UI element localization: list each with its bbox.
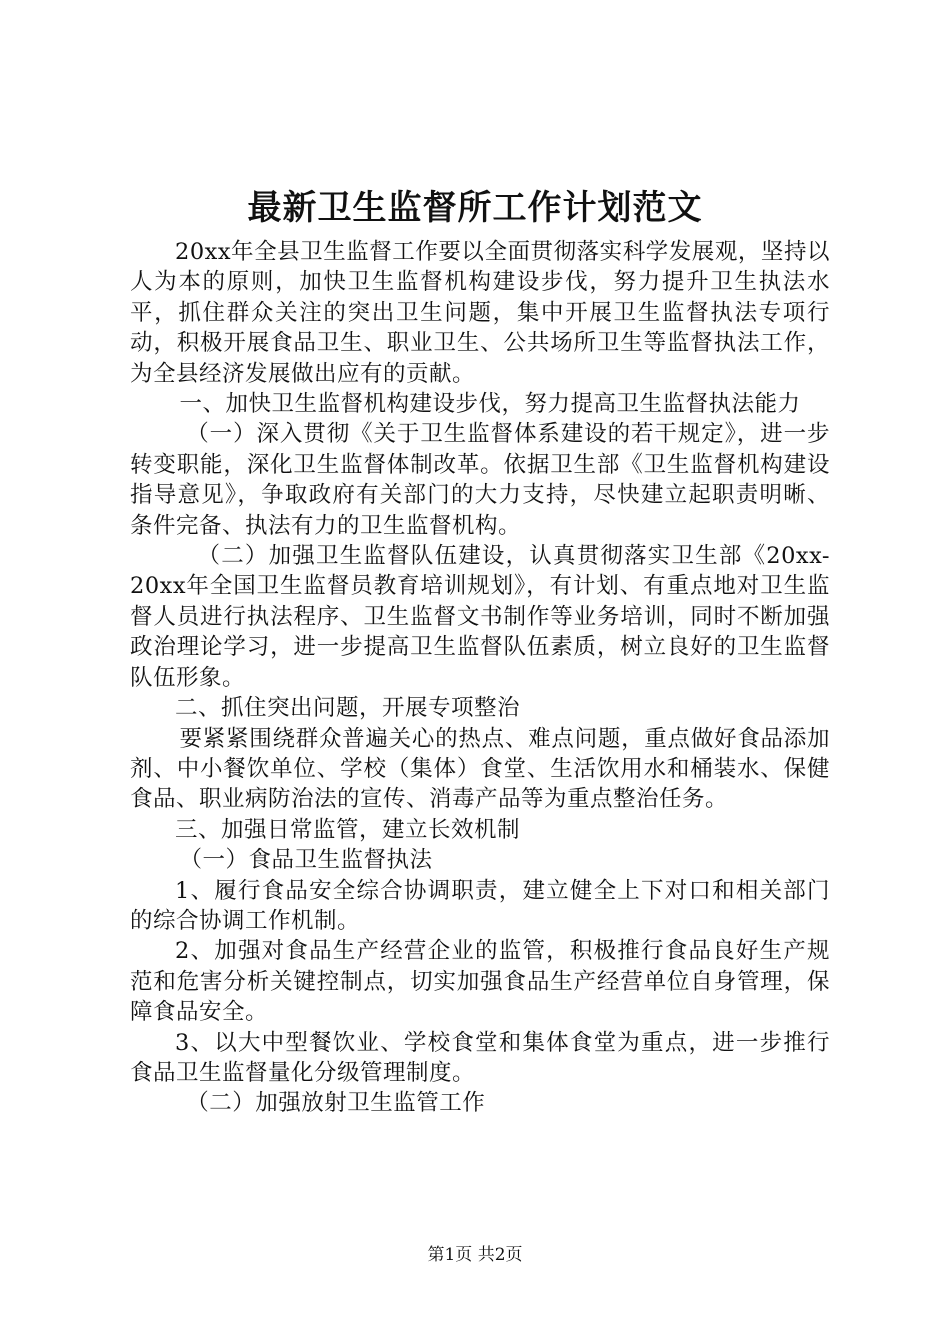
list-item-2: 2、加强对食品生产经营企业的监管，积极推行食品良好生产规范和危害分析关键控制点，切实加强食品生产经营单位自身管理，保障食品安全。 [130,938,830,1026]
subheading-radiation-hygiene: （二）加强放射卫生监管工作 [186,1090,486,1117]
list-item-3: 3、以大中型餐饮业、学校食堂和集体食堂为重点，进一步推行食品卫生监督量化分级管理制度。 [130,1029,830,1086]
paragraph-intro: 20xx年全县卫生监督工作要以全面贯彻落实科学发展观，坚持以人为本的原则，加快卫生监督机构建设步伐，努力提升卫生执法水平，抓住群众关注的突出卫生问题，集中开展卫生监督执法专项行动，积极开展食品卫生、职业卫生、公共场所卫生等监督执法工作，为全县经济发展做出应有的贡献。 [130,239,830,387]
document-title: 最新卫生监督所工作计划范文 [247,188,703,228]
paragraph-section-2-body: 要紧紧围绕群众普遍关心的热点、难点问题，重点做好食品添加剂、中小餐饮单位、学校（集体）食堂、生活饮用水和桶装水、保健食品、职业病防治法的宣传、消毒产品等为重点整治任务。 [130,725,830,813]
paragraph-section-1-item-2: （二）加强卫生监督队伍建设，认真贯彻落实卫生部《20xx-20xx年全国卫生监督员教育培训规划》，有计划、有重点地对卫生监督人员进行执法程序、卫生监督文书制作等业务培训，同时不断加强政治理论学习，进一步提高卫生监督队伍素质，树立良好的卫生监督队伍形象。 [130,543,830,691]
heading-section-2: 二、抓住突出问题，开展专项整治 [175,695,521,722]
heading-section-3: 三、加强日常监管，建立长效机制 [175,816,521,843]
list-item-1: 1、履行食品安全综合协调职责，建立健全上下对口和相关部门的综合协调工作机制。 [130,877,830,934]
page-footer: 第1页 共2页 [427,1245,523,1265]
subheading-food-hygiene: （一）食品卫生监督执法 [179,847,433,874]
heading-section-1: 一、加快卫生监督机构建设步伐，努力提高卫生监督执法能力 [179,391,801,418]
document-body [130,237,830,1119]
paragraph-section-1-item-1: （一）深入贯彻《关于卫生监督体系建设的若干规定》，进一步转变职能，深化卫生监督体制改革。依据卫生部《卫生监督机构建设指导意见》，争取政府有关部门的大力支持，尽快建立起职责明晰、条件完备、执法有力的卫生监督机构。 [130,421,830,539]
